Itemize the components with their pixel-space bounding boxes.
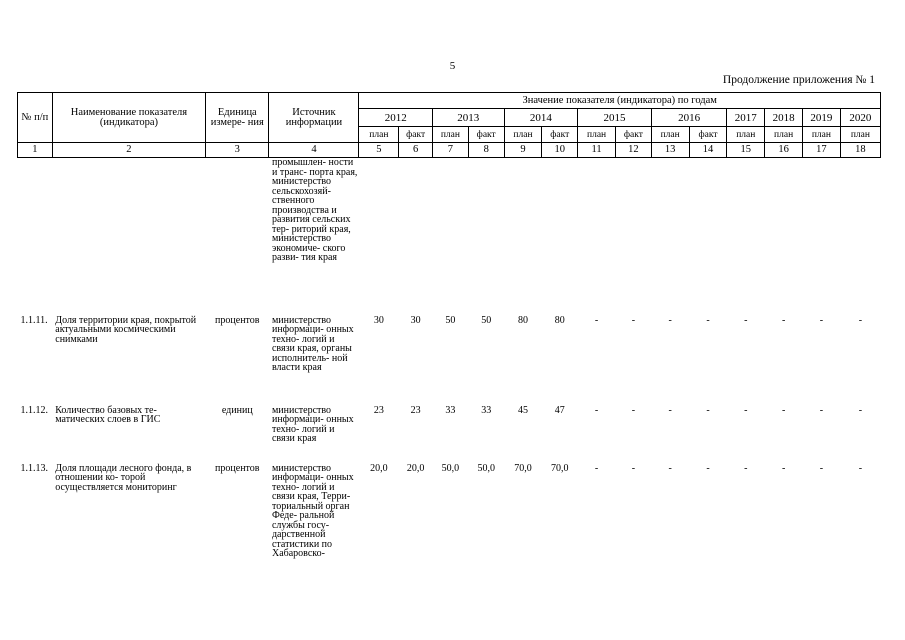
value-cell: 80 — [517, 314, 528, 326]
unit: процентов — [215, 314, 260, 326]
fact-header: факт — [542, 127, 578, 143]
column-number: 15 — [727, 143, 765, 158]
value-cell: - — [781, 404, 786, 416]
fact-header: факт — [399, 127, 433, 143]
value-cell: - — [631, 462, 636, 474]
plan-header: план — [359, 127, 399, 143]
value-cell: - — [706, 404, 710, 416]
unit: единиц — [221, 404, 253, 416]
value-cell — [803, 158, 841, 316]
value-cell: - — [631, 404, 636, 416]
row-number: 1.1.13. — [20, 462, 48, 474]
value-cell: - — [781, 462, 786, 474]
plan-header: план — [803, 127, 841, 143]
row-number: 1.1.11. — [20, 314, 48, 326]
table-row — [18, 406, 881, 464]
column-number: 8 — [468, 143, 504, 158]
value-cell — [399, 158, 433, 316]
value-cell: - — [594, 314, 599, 326]
unit: процентов — [215, 462, 260, 474]
value-cell: 23 — [410, 404, 421, 416]
header-name: Наименование показателя (индикатора) — [52, 93, 205, 143]
plan-header: план — [651, 127, 689, 143]
value-cell: - — [858, 404, 863, 416]
value-cell: - — [819, 314, 824, 326]
fact-header: факт — [468, 127, 504, 143]
value-cell: - — [858, 314, 863, 326]
value-cell — [542, 158, 578, 316]
value-cell: 80 — [554, 314, 565, 326]
value-cell — [433, 158, 469, 316]
value-cell: - — [781, 314, 786, 326]
indicator-table — [17, 92, 881, 614]
column-number: 10 — [542, 143, 578, 158]
column-number: 16 — [765, 143, 803, 158]
value-cell: 30 — [373, 314, 384, 326]
year-header: 2020 — [840, 109, 880, 127]
value-cell — [689, 158, 727, 316]
value-cell: - — [744, 314, 748, 326]
indicator-name: Доля территории края, покрытой актуальными космическими снимками — [55, 314, 197, 345]
column-number: 1 — [18, 143, 53, 158]
value-cell — [615, 158, 651, 316]
value-cell: - — [819, 404, 824, 416]
column-number: 5 — [359, 143, 399, 158]
column-number: 18 — [840, 143, 880, 158]
unit — [206, 158, 269, 316]
value-cell — [765, 158, 803, 316]
header-unit: Единица измере- ния — [206, 93, 269, 143]
indicator-name: Доля площади лесного фонда, в отношении ко- торой осуществляется мониторинг — [55, 462, 192, 493]
value-cell: 20,0 — [406, 462, 425, 474]
column-number-row — [18, 143, 881, 158]
column-number: 13 — [651, 143, 689, 158]
value-cell: 47 — [554, 404, 565, 416]
value-cell: - — [668, 462, 672, 474]
table-row — [18, 464, 881, 614]
value-cell: 50,0 — [477, 462, 495, 474]
value-cell: 20,0 — [370, 462, 388, 474]
header-num: № п/п — [18, 93, 53, 143]
value-cell: 50,0 — [441, 462, 460, 474]
plan-header: план — [578, 127, 616, 143]
column-number: 3 — [206, 143, 269, 158]
plan-header: план — [765, 127, 803, 143]
column-number: 9 — [504, 143, 542, 158]
value-cell: 33 — [481, 404, 492, 416]
row-number: 1.1.12. — [20, 404, 48, 416]
page-number: 5 — [449, 60, 456, 72]
value-cell: 45 — [517, 404, 528, 416]
value-cell — [727, 158, 765, 316]
header-values-group: Значение показателя (индикатора) по годам — [359, 93, 881, 109]
header-source: Источник информации — [269, 93, 359, 143]
row-number — [18, 158, 53, 316]
info-source: министерство информаци- онных техно- логий и связи края, Терри- ториальный орган Феде- ральной службы госу- дарственной статистики по Хабаровско- — [271, 462, 354, 559]
plan-header: план — [433, 127, 469, 143]
info-source: министерство информаци- онных техно- логий и связи края — [271, 404, 354, 444]
fact-header: факт — [615, 127, 651, 143]
plan-header: план — [727, 127, 765, 143]
value-cell — [840, 158, 880, 316]
value-cell: - — [631, 314, 636, 326]
value-cell: - — [819, 462, 824, 474]
plan-header: план — [840, 127, 880, 143]
value-cell: - — [668, 404, 672, 416]
year-header: 2013 — [433, 109, 505, 127]
fact-header: факт — [689, 127, 727, 143]
value-cell: 50 — [445, 314, 456, 326]
year-header: 2018 — [765, 109, 803, 127]
info-source: министерство информаци- онных техно- логий и связи края, органы исполнитель- ной власти края — [271, 314, 354, 373]
value-cell: 30 — [410, 314, 421, 326]
indicator-name: Количество базовых те- матических слоев в ГИС — [55, 404, 161, 425]
value-cell: - — [858, 462, 863, 474]
value-cell: 70,0 — [551, 462, 569, 474]
value-cell — [651, 158, 689, 316]
table-row — [18, 316, 881, 406]
column-number: 14 — [689, 143, 727, 158]
value-cell — [504, 158, 542, 316]
info-source: промышлен- ности и транс- порта края, министерство сельскохозяй- ственного производства и развития сельских тер- риторий края, министерство экономиче- ского разви- тия края — [271, 157, 358, 263]
column-number: 7 — [433, 143, 469, 158]
column-number: 6 — [399, 143, 433, 158]
year-header: 2015 — [578, 109, 652, 127]
year-header: 2017 — [727, 109, 765, 127]
year-header: 2012 — [359, 109, 433, 127]
value-cell: 33 — [445, 404, 456, 416]
value-cell: 70,0 — [514, 462, 532, 474]
year-header: 2019 — [803, 109, 841, 127]
column-number: 2 — [52, 143, 205, 158]
value-cell — [359, 158, 399, 316]
year-header: 2014 — [504, 109, 578, 127]
year-header: 2016 — [651, 109, 727, 127]
continuation-label: Продолжение приложения № 1 — [722, 74, 875, 86]
table-body — [18, 158, 881, 614]
value-cell — [578, 158, 616, 316]
indicator-name — [52, 158, 205, 316]
column-number: 12 — [615, 143, 651, 158]
column-number: 17 — [803, 143, 841, 158]
value-cell: - — [706, 462, 710, 474]
value-cell: - — [594, 404, 599, 416]
value-cell: - — [594, 462, 599, 474]
column-number: 11 — [578, 143, 616, 158]
value-cell — [468, 158, 504, 316]
value-cell: 50 — [481, 314, 492, 326]
plan-header: план — [504, 127, 542, 143]
value-cell: - — [744, 404, 748, 416]
value-cell: - — [668, 314, 672, 326]
value-cell: 23 — [373, 404, 384, 416]
value-cell: - — [706, 314, 710, 326]
column-number: 4 — [269, 143, 359, 158]
value-cell: - — [744, 462, 748, 474]
table-row — [18, 158, 881, 316]
